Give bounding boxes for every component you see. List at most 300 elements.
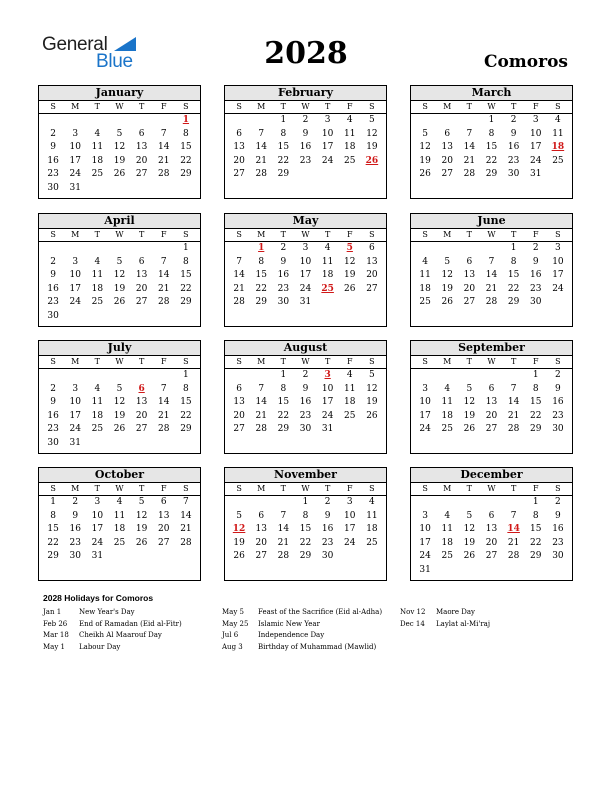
week-row xyxy=(39,296,200,310)
week-row xyxy=(225,155,386,169)
day-cell: 19 xyxy=(135,524,148,534)
weekday-label: M xyxy=(71,484,80,493)
weekday-label: S xyxy=(50,484,56,493)
empty-day-cell xyxy=(108,182,130,196)
day-cell: 24 xyxy=(419,551,431,561)
week-row xyxy=(225,296,386,310)
holiday-day-cell: 14 xyxy=(507,524,520,534)
day-cell: 25 xyxy=(344,155,356,166)
empty-day-cell xyxy=(436,242,458,256)
empty-day-cell xyxy=(153,310,175,324)
weekday-label: T xyxy=(94,230,101,239)
day-cell: 4 xyxy=(116,497,123,507)
weekday-label: T xyxy=(324,484,331,493)
week-row xyxy=(411,383,572,397)
day-cell: 7 xyxy=(160,383,167,394)
week-row xyxy=(39,437,200,451)
weekday-label: F xyxy=(346,102,353,111)
day-cell: 23 xyxy=(299,410,312,421)
day-cell: 6 xyxy=(488,383,495,394)
empty-day-cell xyxy=(42,114,64,128)
day-cell: 4 xyxy=(94,128,101,139)
weekday-label: F xyxy=(346,230,353,239)
weekday-label: T xyxy=(466,230,473,239)
day-cell: 5 xyxy=(116,383,123,394)
day-cell: 17 xyxy=(552,270,564,280)
holiday-day-cell: 25 xyxy=(321,283,334,294)
day-cell: 17 xyxy=(419,537,431,548)
empty-day-cell xyxy=(458,496,480,510)
day-cell: 4 xyxy=(94,256,101,267)
weekday-header xyxy=(411,229,572,242)
day-cell: 31 xyxy=(299,297,312,307)
day-cell: 20 xyxy=(135,155,148,166)
empty-day-cell xyxy=(228,242,250,256)
day-cell: 15 xyxy=(180,270,192,280)
week-row xyxy=(411,128,572,142)
week-row xyxy=(39,310,200,324)
weekday-header xyxy=(225,229,386,242)
day-cell: 19 xyxy=(113,410,126,421)
day-cell: 9 xyxy=(280,256,287,267)
day-cell: 23 xyxy=(552,537,564,548)
week-row xyxy=(39,182,200,196)
day-cell: 24 xyxy=(299,283,312,294)
day-cell: 11 xyxy=(113,510,126,521)
day-cell: 16 xyxy=(552,524,564,534)
week-row xyxy=(411,155,572,169)
day-cell: 22 xyxy=(180,155,192,166)
day-cell: 19 xyxy=(463,537,476,548)
week-row xyxy=(411,369,572,383)
empty-day-cell xyxy=(86,310,108,324)
day-cell: 8 xyxy=(280,383,287,394)
week-row xyxy=(39,510,200,524)
day-cell: 24 xyxy=(321,410,334,421)
day-cell: 30 xyxy=(69,551,81,561)
weekday-label: T xyxy=(510,484,517,493)
day-cell: 21 xyxy=(277,537,290,548)
week-row xyxy=(225,128,386,142)
empty-day-cell xyxy=(108,242,130,256)
day-cell: 24 xyxy=(552,283,564,294)
day-cell: 24 xyxy=(91,537,104,548)
day-cell: 25 xyxy=(419,297,431,307)
week-row xyxy=(225,396,386,410)
empty-day-cell xyxy=(228,114,250,128)
day-cell: 29 xyxy=(530,551,542,561)
day-cell: 27 xyxy=(255,551,267,561)
day-cell: 16 xyxy=(47,283,59,294)
day-cell: 23 xyxy=(47,169,59,179)
day-cell: 26 xyxy=(113,424,126,434)
empty-day-cell xyxy=(272,496,294,510)
weekday-label: T xyxy=(138,230,145,239)
empty-day-cell xyxy=(414,369,436,383)
empty-day-cell xyxy=(108,437,130,451)
week-row xyxy=(411,564,572,578)
day-cell: 26 xyxy=(441,297,453,307)
day-cell: 10 xyxy=(419,524,431,534)
day-cell: 1 xyxy=(302,497,309,507)
year-title: 2028 xyxy=(264,36,348,71)
week-row xyxy=(225,523,386,537)
day-cell: 19 xyxy=(366,142,378,152)
day-cell: 21 xyxy=(233,283,245,294)
day-cell: 28 xyxy=(158,169,170,179)
day-cell: 10 xyxy=(321,383,334,394)
weekday-label: M xyxy=(71,357,80,366)
weekday-label: T xyxy=(138,357,145,366)
weekday-label: T xyxy=(510,230,517,239)
weekday-label: F xyxy=(346,357,353,366)
day-cell: 9 xyxy=(50,270,56,280)
day-cell: 9 xyxy=(324,510,331,521)
empty-day-cell xyxy=(339,550,361,564)
weekday-label: S xyxy=(555,230,561,239)
day-cell: 12 xyxy=(441,270,453,280)
day-cell: 20 xyxy=(485,410,498,421)
day-cell: 7 xyxy=(160,128,167,139)
day-cell: 20 xyxy=(366,270,378,280)
day-cell: 11 xyxy=(552,128,564,139)
day-cell: 7 xyxy=(183,497,189,507)
day-cell: 24 xyxy=(530,155,542,166)
day-cell: 5 xyxy=(369,370,375,380)
day-cell: 17 xyxy=(299,270,312,280)
week-row xyxy=(411,141,572,155)
empty-day-cell xyxy=(175,550,197,564)
day-cell: 28 xyxy=(507,424,520,434)
weekday-label: W xyxy=(487,484,496,493)
week-row xyxy=(39,141,200,155)
day-cell: 2 xyxy=(510,115,517,125)
day-cell: 17 xyxy=(419,410,431,421)
day-cell: 25 xyxy=(91,297,104,307)
empty-day-cell xyxy=(131,182,153,196)
day-cell: 8 xyxy=(280,128,287,139)
weekday-header xyxy=(411,483,572,496)
empty-day-cell xyxy=(361,168,383,182)
holiday-day-cell: 5 xyxy=(346,243,353,253)
day-cell: 14 xyxy=(158,397,170,407)
week-row xyxy=(225,114,386,128)
empty-day-cell xyxy=(108,369,130,383)
day-cell: 18 xyxy=(91,283,104,294)
day-cell: 19 xyxy=(113,283,126,294)
day-cell: 30 xyxy=(47,182,59,193)
month-title: June xyxy=(411,214,572,229)
day-cell: 21 xyxy=(507,410,520,421)
day-cell: 5 xyxy=(236,510,242,521)
month-title: November xyxy=(225,468,386,483)
empty-day-cell xyxy=(153,437,175,451)
week-row xyxy=(225,141,386,155)
weekday-label: T xyxy=(280,102,287,111)
day-cell: 6 xyxy=(488,510,495,521)
day-cell: 21 xyxy=(158,283,170,294)
week-row xyxy=(225,269,386,283)
day-cell: 16 xyxy=(277,270,290,280)
weekday-label: S xyxy=(555,357,561,366)
day-cell: 26 xyxy=(233,551,245,561)
empty-day-cell xyxy=(436,369,458,383)
weekday-label: M xyxy=(257,484,266,493)
week-row xyxy=(411,269,572,283)
day-cell: 27 xyxy=(233,169,245,179)
week-row xyxy=(411,242,572,256)
week-row xyxy=(225,242,386,256)
day-cell: 14 xyxy=(158,142,170,152)
day-cell: 27 xyxy=(366,283,378,294)
week-row xyxy=(411,423,572,437)
holiday-day-cell: 12 xyxy=(232,524,246,534)
day-cell: 10 xyxy=(69,142,81,152)
holidays-title: 2028 Holidays for Comoros xyxy=(43,593,154,603)
day-cell: 29 xyxy=(299,551,312,561)
empty-day-cell xyxy=(131,550,153,564)
day-cell: 15 xyxy=(180,397,192,407)
holiday-day-cell: 3 xyxy=(324,370,331,380)
day-cell: 6 xyxy=(138,128,145,139)
day-cell: 23 xyxy=(507,155,520,166)
day-cell: 11 xyxy=(441,524,453,534)
weekday-label: S xyxy=(369,357,375,366)
day-cell: 21 xyxy=(255,155,267,166)
day-cell: 14 xyxy=(233,270,245,280)
day-cell: 7 xyxy=(510,383,517,394)
day-cell: 14 xyxy=(180,510,192,521)
day-cell: 22 xyxy=(507,283,520,294)
day-cell: 13 xyxy=(233,142,245,152)
holiday-name: Feast of the Sacrifice (Eid al-Adha) xyxy=(258,608,383,616)
day-cell: 17 xyxy=(69,410,81,421)
day-cell: 8 xyxy=(532,383,539,394)
week-row xyxy=(39,114,200,128)
day-cell: 23 xyxy=(69,537,81,548)
empty-day-cell xyxy=(131,242,153,256)
empty-day-cell xyxy=(317,168,339,182)
day-cell: 5 xyxy=(138,497,145,507)
holiday-name: New Year's Day xyxy=(79,608,135,616)
month-november xyxy=(224,467,387,581)
day-cell: 30 xyxy=(47,437,59,448)
day-cell: 29 xyxy=(507,297,520,307)
day-cell: 29 xyxy=(180,297,192,307)
weekday-label: T xyxy=(94,484,101,493)
day-cell: 12 xyxy=(113,270,126,280)
day-cell: 2 xyxy=(50,383,56,394)
day-cell: 26 xyxy=(113,169,126,179)
day-cell: 19 xyxy=(366,397,378,407)
logo-blue-text: Blue xyxy=(96,51,133,72)
weekday-label: W xyxy=(301,357,310,366)
empty-day-cell xyxy=(86,114,108,128)
day-cell: 18 xyxy=(441,410,453,421)
holiday-name: Maore Day xyxy=(436,608,476,616)
day-cell: 12 xyxy=(135,510,148,521)
holiday-date: Jan 1 xyxy=(43,608,62,616)
day-cell: 20 xyxy=(441,155,453,166)
week-row xyxy=(225,537,386,551)
weekday-label: S xyxy=(555,484,561,493)
week-row xyxy=(411,510,572,524)
day-cell: 3 xyxy=(422,383,428,394)
day-cell: 24 xyxy=(69,297,81,307)
day-cell: 5 xyxy=(466,510,473,521)
holiday-date: May 1 xyxy=(43,642,65,651)
day-cell: 8 xyxy=(183,256,189,267)
day-cell: 26 xyxy=(135,537,148,548)
day-cell: 28 xyxy=(507,551,520,561)
day-cell: 2 xyxy=(555,370,561,380)
day-cell: 2 xyxy=(50,256,56,267)
day-cell: 17 xyxy=(321,397,334,407)
weekday-label: S xyxy=(369,484,375,493)
holiday-day-cell: 18 xyxy=(551,142,565,152)
weekday-header xyxy=(39,483,200,496)
week-row xyxy=(39,283,200,297)
day-cell: 17 xyxy=(530,142,542,152)
day-cell: 9 xyxy=(555,383,561,394)
holiday-date: Mar 18 xyxy=(43,631,69,639)
day-cell: 9 xyxy=(302,383,309,394)
week-row xyxy=(225,168,386,182)
empty-day-cell xyxy=(436,496,458,510)
week-row xyxy=(225,383,386,397)
day-cell: 20 xyxy=(233,155,245,166)
holiday-date: Nov 12 xyxy=(400,608,426,616)
day-cell: 8 xyxy=(532,510,539,521)
day-cell: 29 xyxy=(277,424,290,434)
week-row xyxy=(39,423,200,437)
day-cell: 30 xyxy=(530,297,542,307)
empty-day-cell xyxy=(250,496,272,510)
day-cell: 15 xyxy=(255,270,267,280)
day-cell: 31 xyxy=(91,551,104,561)
empty-day-cell xyxy=(108,550,130,564)
day-cell: 23 xyxy=(321,537,334,548)
day-cell: 4 xyxy=(422,256,428,267)
week-row xyxy=(39,410,200,424)
day-cell: 27 xyxy=(463,297,476,307)
day-cell: 8 xyxy=(50,510,56,521)
weekday-label: S xyxy=(422,357,428,366)
day-cell: 30 xyxy=(299,424,312,434)
week-row xyxy=(39,155,200,169)
day-cell: 8 xyxy=(510,256,517,267)
day-cell: 18 xyxy=(91,155,104,166)
weekday-label: M xyxy=(443,484,452,493)
empty-day-cell xyxy=(131,437,153,451)
day-cell: 1 xyxy=(183,370,189,380)
day-cell: 20 xyxy=(463,283,476,294)
day-cell: 16 xyxy=(299,397,312,407)
weekday-header xyxy=(411,356,572,369)
weekday-label: W xyxy=(487,230,496,239)
day-cell: 3 xyxy=(324,115,331,125)
weekday-header xyxy=(225,483,386,496)
day-cell: 10 xyxy=(69,397,81,407)
day-cell: 15 xyxy=(47,524,59,534)
day-cell: 5 xyxy=(116,128,123,139)
day-cell: 12 xyxy=(366,128,378,139)
empty-day-cell xyxy=(436,564,458,578)
day-cell: 27 xyxy=(485,551,498,561)
day-cell: 26 xyxy=(419,169,431,179)
weekday-label: S xyxy=(50,102,56,111)
month-title: April xyxy=(39,214,200,229)
day-cell: 28 xyxy=(255,424,267,434)
weekday-label: W xyxy=(301,102,310,111)
empty-day-cell xyxy=(547,296,569,310)
day-cell: 1 xyxy=(50,497,56,507)
day-cell: 29 xyxy=(277,169,290,179)
weekday-label: M xyxy=(443,102,452,111)
weekday-header xyxy=(39,356,200,369)
day-cell: 29 xyxy=(180,169,192,179)
empty-day-cell xyxy=(250,369,272,383)
day-cell: 30 xyxy=(552,424,564,434)
day-cell: 28 xyxy=(255,169,267,179)
day-cell: 23 xyxy=(47,424,59,434)
weekday-label: M xyxy=(257,230,266,239)
day-cell: 14 xyxy=(485,270,498,280)
day-cell: 12 xyxy=(419,142,431,152)
holiday-day-cell: 1 xyxy=(182,115,190,125)
empty-day-cell xyxy=(64,114,86,128)
empty-day-cell xyxy=(131,310,153,324)
empty-day-cell xyxy=(480,496,502,510)
day-cell: 15 xyxy=(530,397,542,407)
day-cell: 13 xyxy=(135,270,148,280)
day-cell: 11 xyxy=(419,270,431,280)
day-cell: 8 xyxy=(183,128,189,139)
weekday-label: S xyxy=(422,484,428,493)
holiday-day-cell: 6 xyxy=(138,383,145,394)
day-cell: 14 xyxy=(463,142,476,152)
week-row xyxy=(225,256,386,270)
day-cell: 6 xyxy=(369,243,375,253)
day-cell: 19 xyxy=(441,283,453,294)
day-cell: 16 xyxy=(321,524,334,534)
weekday-label: F xyxy=(532,357,539,366)
empty-day-cell xyxy=(414,114,436,128)
empty-day-cell xyxy=(414,242,436,256)
day-cell: 5 xyxy=(369,115,375,125)
day-cell: 4 xyxy=(94,383,101,394)
month-august xyxy=(224,340,387,454)
day-cell: 19 xyxy=(344,270,356,280)
day-cell: 27 xyxy=(441,169,453,179)
weekday-label: T xyxy=(280,230,287,239)
day-cell: 29 xyxy=(485,169,498,179)
empty-day-cell xyxy=(153,242,175,256)
day-cell: 13 xyxy=(485,524,498,534)
empty-day-cell xyxy=(153,369,175,383)
empty-day-cell xyxy=(414,496,436,510)
weekday-label: W xyxy=(301,484,310,493)
day-cell: 10 xyxy=(530,128,542,139)
day-cell: 9 xyxy=(50,397,56,407)
day-cell: 21 xyxy=(158,155,170,166)
empty-day-cell xyxy=(86,369,108,383)
day-cell: 7 xyxy=(236,256,242,267)
day-cell: 7 xyxy=(510,510,517,521)
month-title: July xyxy=(39,341,200,356)
day-cell: 31 xyxy=(69,437,81,448)
day-cell: 17 xyxy=(69,283,81,294)
